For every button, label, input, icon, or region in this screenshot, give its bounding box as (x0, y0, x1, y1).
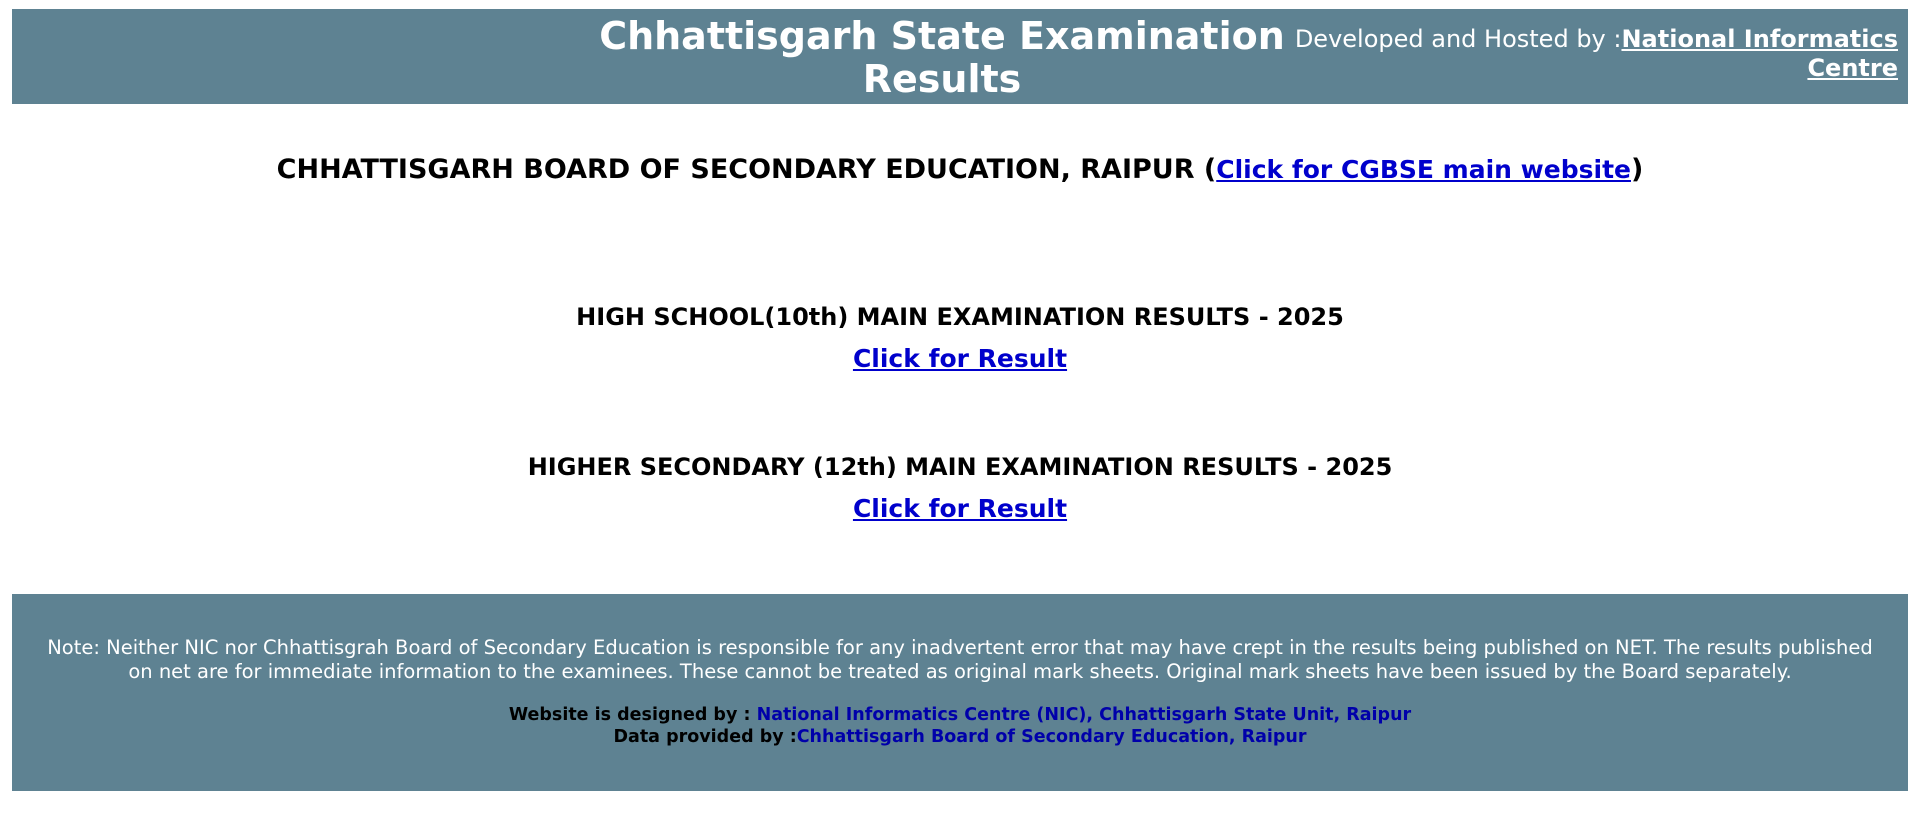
result-link-12th[interactable]: Click for Result (852, 494, 1068, 523)
result-heading-12th: HIGHER SECONDARY (12th) MAIN EXAMINATION RESULTS - 2025 (527, 453, 1393, 481)
header-banner (12, 9, 1908, 104)
result-link-10th[interactable]: Click for Result (852, 344, 1068, 373)
result-section-10th (0, 300, 1920, 374)
board-title (0, 152, 1920, 188)
disclaimer-note: Note: Neither NIC nor Chhattisgrah Board of Secondary Education is responsible for any inadvertent error that may have crept in the results being published on NET. The results published on net are for immediate information to the examinees. These cannot be treated as original mark sheets. Original mark sheets have been issued by the Board separately. (47, 636, 1873, 683)
cgbse-website-link[interactable]: Click for CGBSE main website (1216, 155, 1631, 184)
nic-link[interactable]: National Informatics Centre (1621, 25, 1898, 82)
page-title: Chhattisgarh State Examination Results (599, 14, 1285, 101)
footer (12, 594, 1908, 791)
footer-credits (12, 704, 1908, 748)
data-provided-line (12, 726, 1908, 748)
designed-by-link[interactable]: National Informatics Centre (NIC), Chhattisgarh State Unit, Raipur (756, 705, 1412, 725)
designed-by-label: Website is designed by : (508, 705, 757, 725)
result-section-12th (0, 450, 1920, 524)
board-name: CHHATTISGARH BOARD OF SECONDARY EDUCATION, RAIPUR ( (276, 154, 1217, 185)
board-title-suffix: ) (1630, 154, 1644, 185)
result-heading-10th: HIGH SCHOOL(10th) MAIN EXAMINATION RESULTS - 2025 (576, 303, 1344, 331)
data-provided-label: Data provided by : (613, 727, 797, 747)
data-provided-link[interactable]: Chhattisgarh Board of Secondary Education, Raipur (796, 727, 1307, 747)
hosting-credit (1278, 25, 1898, 83)
designed-by-line (12, 704, 1908, 726)
hosting-credit-label: Developed and Hosted by : (1294, 25, 1622, 53)
